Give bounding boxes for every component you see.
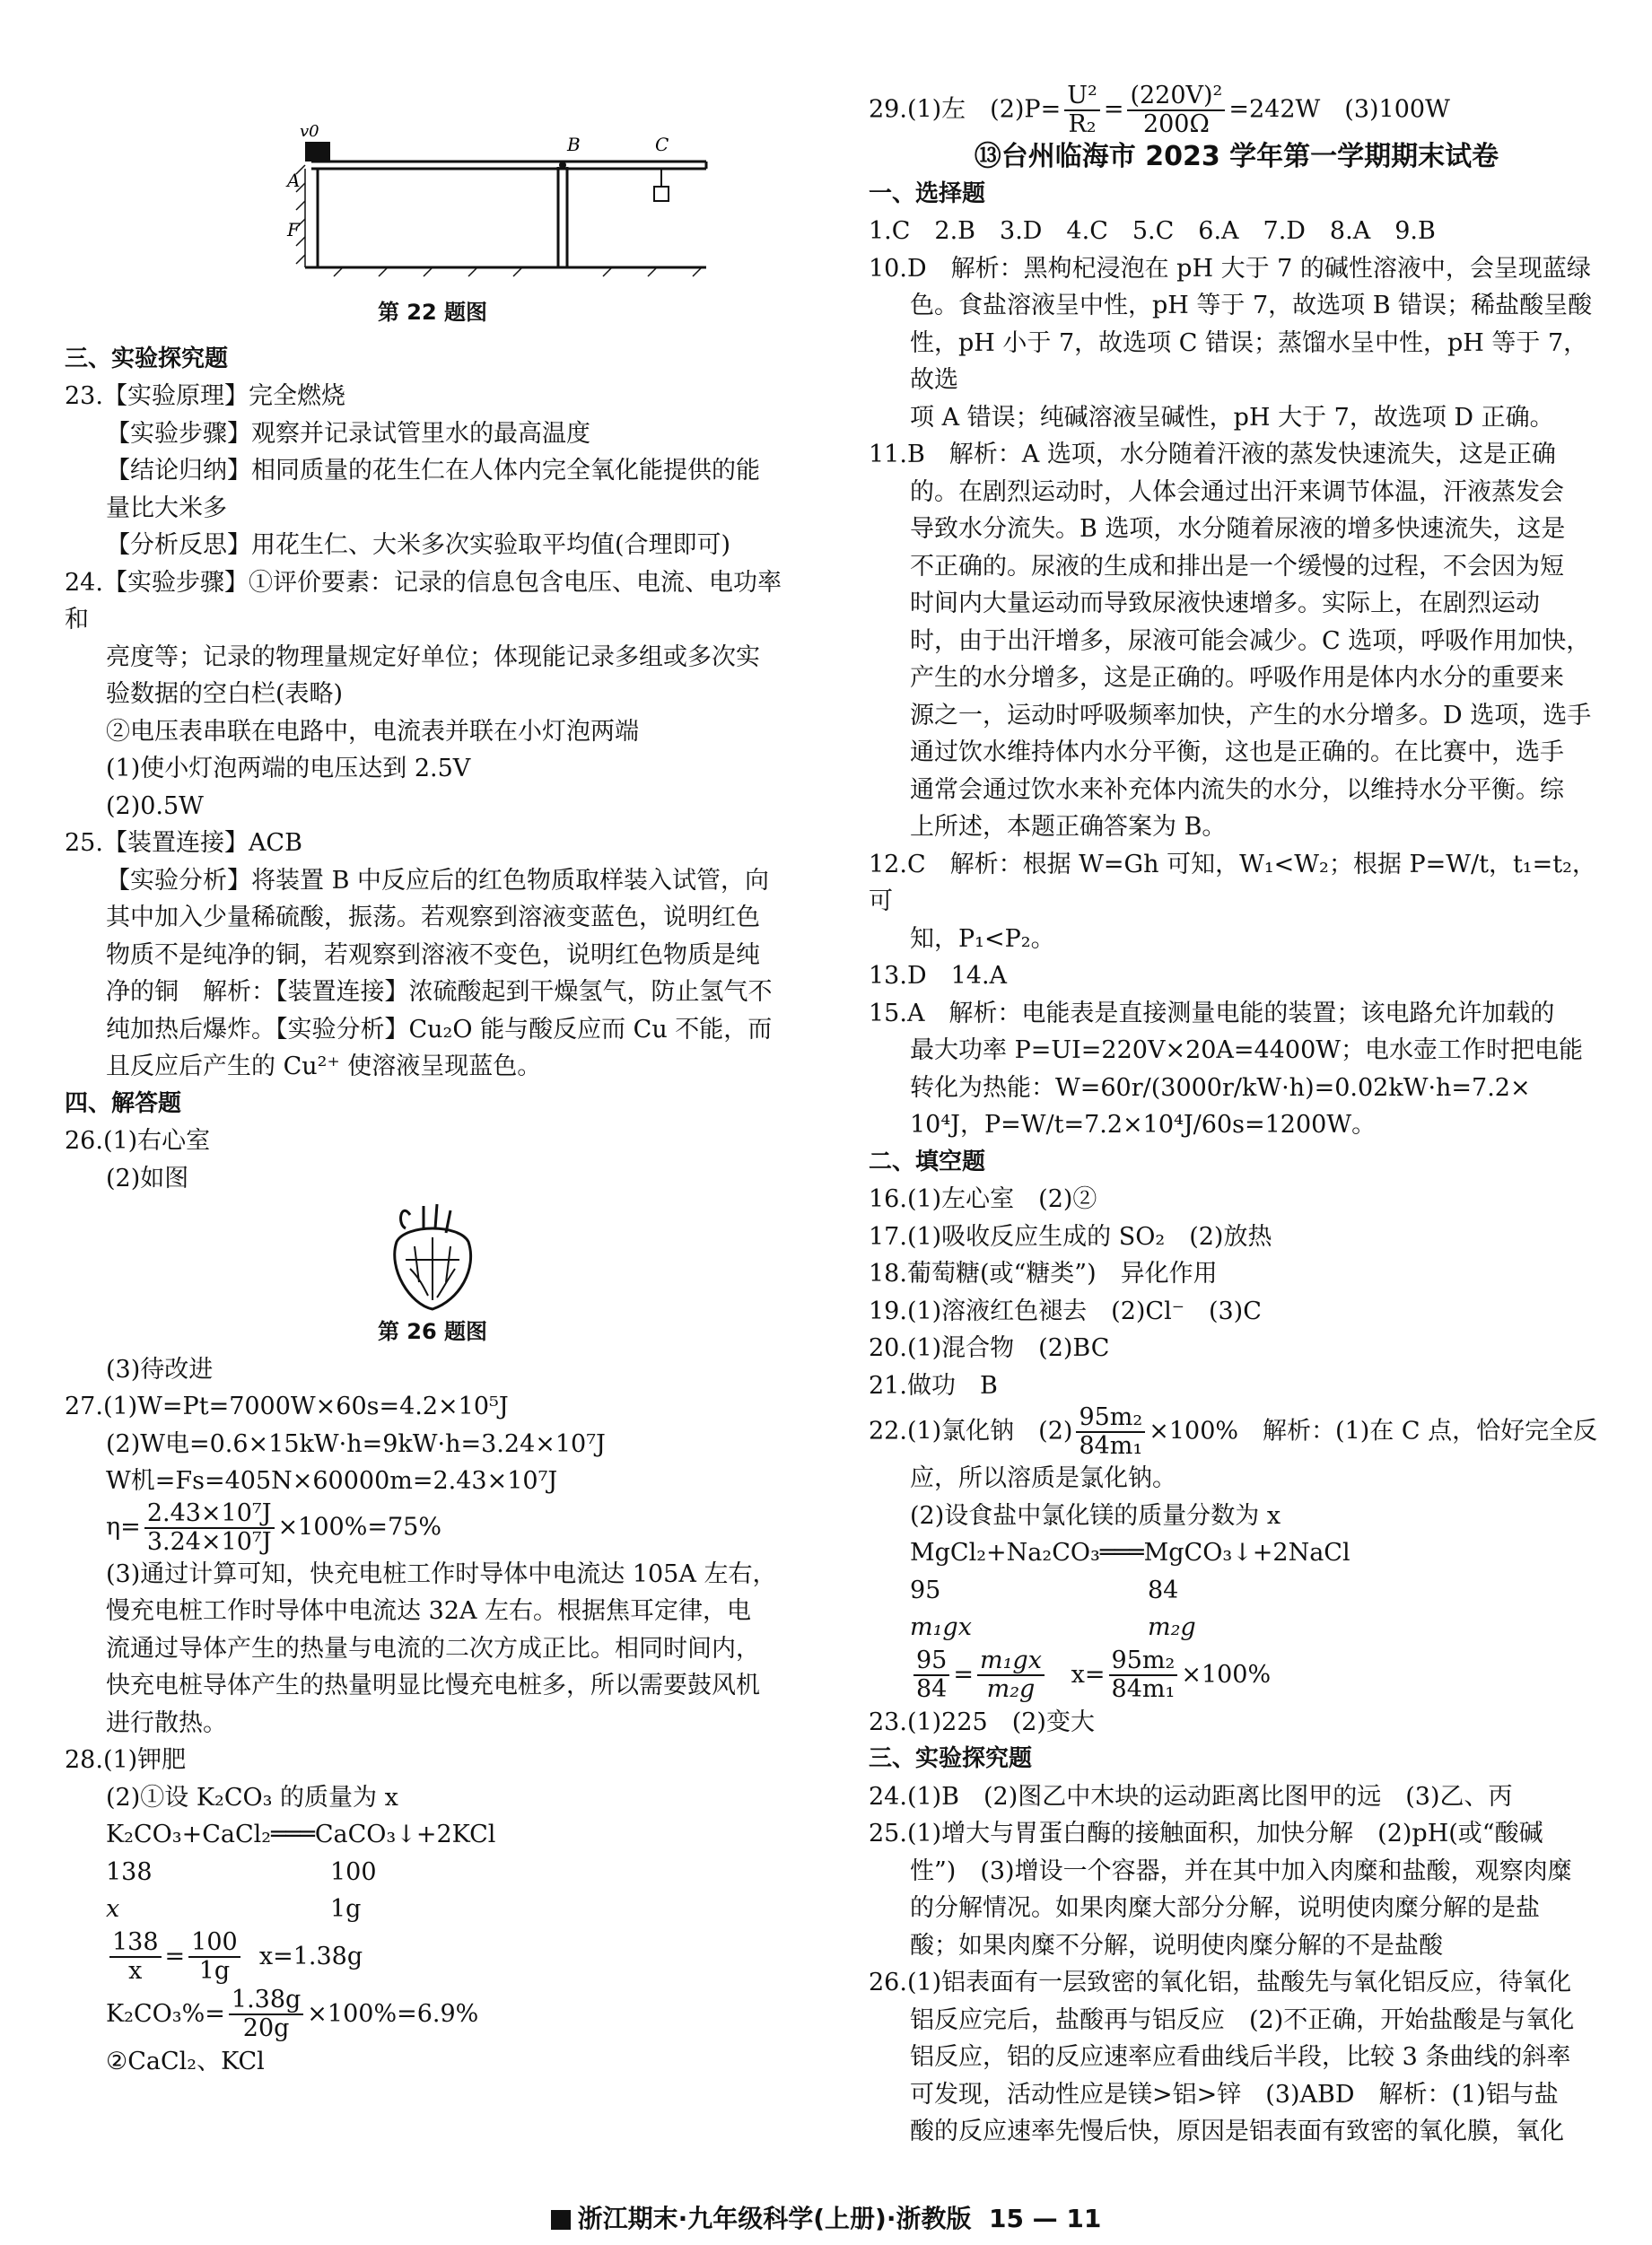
r-prop-frac2-num: m₁gx (977, 1647, 1045, 1676)
q25-line1: 25.【装置连接】ACB (65, 829, 302, 857)
q10-line4: 项 A 错误；纯碱溶液呈碱性，pH 大于 7，故选项 D 正确。 (910, 403, 1554, 432)
q25-line2: 【实验分析】将装置 B 中反应后的红色物质取样装入试管，向 (106, 866, 770, 895)
q27-line7: 快充电桩导体产生的热量明显比慢充电桩多，所以需要鼓风机 (106, 1672, 760, 1699)
eta-numerator: 2.43×10⁷J (144, 1500, 275, 1529)
prop-frac1-den: x (128, 1957, 143, 1985)
q22-line3: (2)设食盐中氯化镁的质量分数为 x (910, 1501, 1281, 1530)
q24-line5: (1)使小灯泡两端的电压达到 2.5V (106, 755, 471, 782)
q28-line1: 28.(1)钾肥 (65, 1746, 187, 1774)
exam-title: ⑬台州临海市 2023 学年第一学期期末试卷 (974, 141, 1499, 172)
label-c: C (655, 134, 669, 155)
prop-frac2-num: 100 (188, 1929, 240, 1958)
label-a: A (287, 170, 301, 191)
q26-line3-right: 铝反应，铝的反应速率应看曲线后半段，比较 3 条曲线的斜率 (910, 2043, 1571, 2071)
q25-line6: 纯加热后爆炸。【实验分析】Cu₂O 能与酸反应而 Cu 不能，而 (106, 1015, 773, 1044)
q23-line4: 量比大米多 (106, 494, 227, 522)
q22-equation: MgCl₂+Na₂CO₃═══MgCO₃↓+2NaCl (910, 1539, 1350, 1567)
q11-line9: 通过饮水维持体内水分平衡，这也是正确的。在比赛中，选手 (910, 738, 1564, 766)
q11-line11: 上所述，本题正确答案为 B。 (910, 813, 1227, 841)
left-column (65, 115, 800, 2080)
q24-line2: 亮度等；记录的物理量规定好单位；体现能记录多组或多次实 (106, 642, 760, 671)
r-prop-frac3-num: 95m₂ (1109, 1647, 1178, 1676)
figure-26-caption: 第 26 题图 (377, 1319, 488, 1344)
label-v0: v0 (300, 122, 319, 141)
q22-proportion (869, 1647, 1604, 1704)
q24-line4: ②电压表串联在电路中，电流表并联在小灯泡两端 (106, 717, 639, 746)
figure-22-caption: 第 22 题图 (377, 300, 488, 325)
q10-line2: 色。食盐溶液呈中性，pH 等于 7，故选项 B 错误；稀盐酸呈酸 (910, 292, 1593, 319)
r-prop-frac2 (977, 1647, 1045, 1703)
label-f: F (287, 219, 300, 240)
eta-result: ×100%=75% (277, 1513, 442, 1541)
footer-text: 浙江期末·九年级科学(上册)·浙教版 (577, 2204, 972, 2233)
q23-line1: 23.【实验原理】完全燃烧 (65, 382, 345, 410)
pct-frac-den: 20g (242, 2014, 290, 2042)
mass-mgcl2: 95 (910, 1576, 941, 1604)
q28-equation: K₂CO₃+CaCl₂═══CaCO₃↓+2KCl (106, 1821, 496, 1848)
prop-frac2 (188, 1929, 240, 1985)
figure-26 (65, 1197, 800, 1314)
q26-line2: (2)如图 (106, 1164, 189, 1192)
q11-line10: 通常会通过饮水来补充体内流失的水分，以维持水分平衡。综 (910, 775, 1564, 804)
q11-line2: 的。在剧烈运动时，人体会通过出汗来调节体温，汗液蒸发会 (910, 477, 1564, 506)
q23: 23.(1)225 (2)变大 (869, 1708, 1095, 1736)
q24-line6: (2)0.5W (106, 791, 204, 820)
mass-mgco3: 84 (1148, 1576, 1179, 1604)
r-prop-result: ×100% (1181, 1660, 1272, 1689)
q10-line1: 10.D 解析：黑枸杞浸泡在 pH 大于 7 的碱性溶液中，会呈现蓝绿 (869, 254, 1591, 283)
mass-caco3: 100 (330, 1857, 377, 1886)
eta-denominator: 3.24×10⁷J (146, 1527, 272, 1556)
pct-frac (229, 1987, 303, 2042)
q22-unknowns (869, 1609, 1604, 1647)
r-prop-frac2-den: m₂g (986, 1675, 1036, 1703)
r-prop-frac3-den: 84m₁ (1111, 1675, 1176, 1703)
q25-line3: 其中加入少量稀硫酸，振荡。若观察到溶液变蓝色，说明红色 (106, 904, 760, 931)
q11-line4: 不正确的。尿液的生成和排出是一个缓慢的过程，不会因为短 (910, 552, 1564, 581)
label-b: B (567, 134, 581, 155)
q25-line1: 25.(1)增大与胃蛋白酶的接触面积，加快分解 (2)pH(或“酸碱 (869, 1820, 1543, 1848)
prop-frac1-num: 138 (109, 1929, 162, 1958)
q25-line4: 物质不是纯净的铜，若观察到溶液不变色，说明红色物质是纯 (106, 940, 760, 969)
q29-frac2-num: (220V)² (1127, 83, 1225, 111)
q25-line7: 且反应后产生的 Cu²⁺ 使溶液呈现蓝色。 (106, 1053, 542, 1080)
q18: 18.葡萄糖(或“糖类”) 异化作用 (869, 1260, 1218, 1288)
q11-line6: 时，由于出汗增多，尿液可能会减少。C 选项，呼吸作用加快， (910, 626, 1591, 655)
q15-line2: 最大功率 P=UI=220V×20A=4400W；电水壶工作时把电能 (910, 1036, 1584, 1064)
lever-diagram (65, 115, 800, 294)
q26-line3: (3)待改进 (106, 1355, 214, 1384)
q22-frac-num: 95m₂ (1076, 1404, 1145, 1433)
q27-line6: 流通过导体产生的热量与电流的二次方成正比。相同时间内， (106, 1634, 760, 1663)
right-column (869, 82, 1604, 2151)
q27-line8: 进行散热。 (106, 1708, 227, 1737)
q29-frac1-num: U² (1064, 83, 1100, 111)
q27-line5: 慢充电桩工作时导体中电流达 32A 左右。根据焦耳定律，电 (106, 1597, 752, 1625)
r-prop-frac1-den: 84 (916, 1675, 948, 1703)
q27-line2: (2)W电=0.6×15kW·h=9kW·h=3.24×10⁷J (106, 1429, 606, 1458)
q28-masses (65, 1854, 800, 1891)
q23-line2: 【实验步骤】观察并记录试管里水的最高温度 (106, 419, 590, 448)
q29-frac2 (1127, 83, 1225, 138)
q22-frac (1076, 1404, 1145, 1460)
q12-line1: 12.C 解析：根据 W=Gh 可知，W₁<W₂；根据 P=W/t，t₁=t₂，可 (869, 850, 1596, 915)
q11-line3: 导致水分流失。B 选项，水分随着尿液的增多快速流失，这是 (910, 515, 1566, 543)
q27-line4: (3)通过计算可知，快充电桩工作时导体中电流达 105A 左右， (106, 1559, 777, 1588)
q25-line4: 酸；如果肉糜不分解，说明使肉糜分解的不是盐酸 (910, 1931, 1443, 1960)
section-4-heading: 四、解答题 (65, 1089, 182, 1117)
q24: 24.(1)B (2)图乙中木块的运动距离比图甲的远 (3)乙、丙 (869, 1782, 1513, 1811)
section-3-heading: 三、实验探究题 (65, 345, 229, 372)
unknown-x: x (106, 1895, 120, 1923)
q27-line3: W机=Fs=405N×60000m=2.43×10⁷J (106, 1467, 558, 1495)
q25-line5: 净的铜 解析：【装置连接】浓硫酸起到干燥氢气，防止氢气不 (106, 978, 773, 1006)
mass-k2co3: 138 (106, 1857, 153, 1886)
q28-line6: ②CaCl₂、KCl (106, 2047, 265, 2075)
q22-suffix: ×100% 解析：(1)在 C 点，恰好完全反 (1149, 1417, 1598, 1446)
heart-diagram (374, 1197, 491, 1314)
r-prop-eq: = (953, 1660, 974, 1689)
q27-line1: 27.(1)W=Pt=7000W×60s=4.2×10⁵J (65, 1393, 509, 1420)
pct-result: ×100%=6.9% (307, 1999, 479, 2028)
r-prop-frac3 (1109, 1647, 1178, 1703)
q21: 21.做功 B (869, 1371, 998, 1400)
eta-label: η= (106, 1513, 141, 1541)
section-1-heading: 一、选择题 (869, 179, 986, 207)
r-prop-frac1 (913, 1647, 949, 1703)
q20: 20.(1)混合物 (2)BC (869, 1334, 1110, 1362)
prop-x: x=1.38g (258, 1942, 363, 1970)
prop-eq: = (164, 1942, 186, 1970)
q29-frac2-den: 200Ω (1142, 110, 1210, 138)
q15-line1: 15.A 解析：电能表是直接测量电能的装置；该电路允许加载的 (869, 999, 1555, 1027)
q28-unknowns (65, 1891, 800, 1928)
q27-eta (65, 1500, 800, 1556)
q26-line5-right: 酸的反应速率先慢后快，原因是铝表面有致密的氧化膜，氧化 (910, 2118, 1564, 2145)
q25-line2: 性”) (3)增设一个容器，并在其中加入肉糜和盐酸，观察肉糜 (910, 1856, 1572, 1885)
q17: 17.(1)吸收反应生成的 SO₂ (2)放热 (869, 1222, 1272, 1251)
q29-frac1-den: R₂ (1068, 110, 1097, 138)
known-1g: 1g (330, 1895, 362, 1923)
figure-22 (65, 115, 800, 294)
r-prop-x: x= (1071, 1660, 1106, 1689)
q22-masses (869, 1572, 1604, 1610)
q11-line1: 11.B 解析：A 选项，水分随着汗液的蒸发快速流失，这是正确 (869, 441, 1556, 468)
answers-1-9: 1.C 2.B 3.D 4.C 5.C 6.A 7.D 8.A 9.B (869, 217, 1436, 245)
q29-line (869, 83, 1604, 138)
page-footer (0, 2200, 1652, 2238)
q10-line3: 性，pH 小于 7，故选项 C 错误；蒸馏水呈中性，pH 等于 7，故选 (910, 328, 1588, 394)
page-number: 15 — 11 (988, 2204, 1102, 2233)
q23-line3: 【结论归纳】相同质量的花生仁在人体内完全氧化能提供的能 (106, 457, 760, 485)
section-2-heading: 二、填空题 (869, 1148, 986, 1175)
q15-line3: 转化为热能：W=60r/(3000r/kW·h)=0.02kW·h=7.2× (910, 1073, 1531, 1102)
q25-line3: 的分解情况。如果肉糜大部分分解，说明使肉糜分解的是盐 (910, 1894, 1540, 1922)
q23-line5: 【分析反思】用花生仁、大米多次实验取平均值(合理即可) (106, 531, 731, 559)
q29-frac1 (1064, 83, 1100, 138)
q29-prefix: 29.(1)左 (2)P= (869, 95, 1062, 124)
q19: 19.(1)溶液红色褪去 (2)Cl⁻ (3)C (869, 1297, 1262, 1325)
q11-line8: 源之一，运动时呼吸频率加快，产生的水分增多。D 选项，选手 (910, 701, 1592, 729)
q22-frac-den: 84m₁ (1079, 1432, 1143, 1460)
q22-line2: 应，所以溶质是氯化钠。 (910, 1464, 1176, 1492)
q26-line4-right: 可发现，活动性应是镁>铝>锌 (3)ABD 解析：(1)铝与盐 (910, 2080, 1559, 2109)
q29-eq: = (1103, 95, 1124, 124)
q13-14: 13.D 14.A (869, 962, 1008, 990)
q26-line2-right: 铝反应完后，盐酸再与铝反应 (2)不正确，开始盐酸是与氧化 (910, 2005, 1575, 2034)
prop-frac2-den: 1g (198, 1957, 231, 1985)
q11-line7: 产生的水分增多，这是正确的。呼吸作用是体内水分的重要来 (910, 664, 1564, 692)
q28-line2: (2)①设 K₂CO₃ 的质量为 x (106, 1783, 398, 1812)
q26-line1-right: 26.(1)铝表面有一层致密的氧化铝，盐酸先与氧化铝反应，待氧化 (869, 1969, 1572, 1996)
footer-square-icon (551, 2210, 571, 2230)
eta-fraction (144, 1500, 275, 1556)
q12-line2: 知，P₁<P₂。 (910, 924, 1055, 953)
q22-line1 (869, 1404, 1604, 1460)
known-m2g: m₂g (1148, 1613, 1196, 1641)
unknown-m1gx: m₁gx (910, 1613, 972, 1641)
r-prop-frac1-num: 95 (913, 1647, 949, 1676)
section-3-heading-right: 三、实验探究题 (869, 1745, 1033, 1772)
prop-frac1 (109, 1929, 162, 1985)
q28-proportion (65, 1928, 800, 1986)
q24-line1: 24.【实验步骤】①评价要素：记录的信息包含电压、电流、电功率和 (65, 568, 782, 633)
q16: 16.(1)左心室 (2)② (869, 1185, 1097, 1213)
pct-frac-num: 1.38g (229, 1987, 303, 2015)
q28-percent (65, 1986, 800, 2043)
q29-suffix: =242W (3)100W (1228, 95, 1450, 124)
q22-prefix: 22.(1)氯化钠 (2) (869, 1417, 1073, 1446)
q26-line1: 26.(1)右心室 (65, 1127, 211, 1155)
q15-line4: 10⁴J，P=W/t=7.2×10⁴J/60s=1200W。 (910, 1111, 1377, 1139)
pct-label: K₂CO₃%= (106, 1999, 225, 2028)
q24-line3: 验数据的空白栏(表略) (106, 680, 344, 708)
q11-line5: 时间内大量运动而导致尿液快速增多。实际上，在剧烈运动 (910, 590, 1540, 617)
